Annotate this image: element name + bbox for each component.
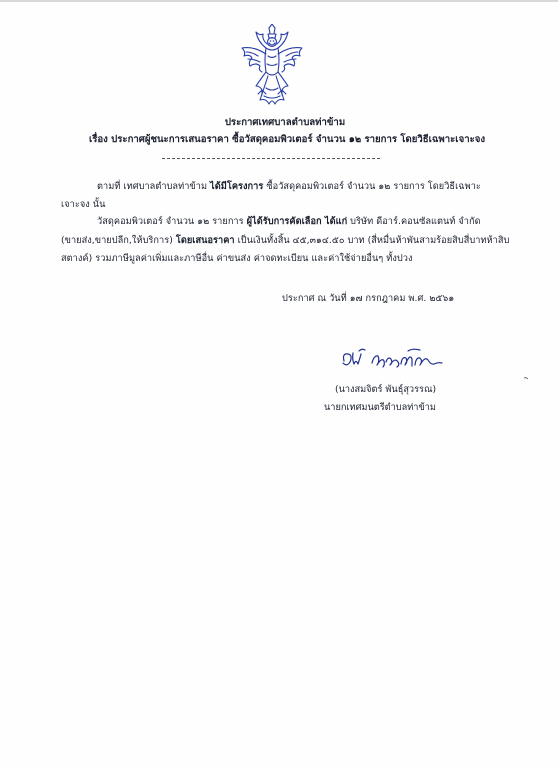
paragraph-1-line-1 (97, 179, 481, 194)
garuda-emblem-icon (236, 24, 308, 108)
paragraph-2-text: (ขายส่ง,ขายปลีก,ให้บริการ) (61, 235, 173, 246)
paragraph-2-emphasis: ผู้ได้รับการคัดเลือก ได้แก่ (246, 216, 348, 227)
winner-company: บริษัท ดีอาร์.คอนซัลแตนท์ จำกัด (350, 216, 481, 227)
announcement-date: ๑๗ กรกฎาคม พ.ศ. ๒๕๖๑ (349, 293, 455, 304)
document-subject: เรื่อง ประกาศผู้ชนะการเสนอราคา ซื้อวัสดุคอมพิวเตอร์ จำนวน ๑๒ รายการ โดยวิธีเฉพาะเจาะจง (88, 134, 486, 145)
paragraph-2-line-3: สตางค์) รวมภาษีมูลค่าเพิ่มและภาษีอื่น ค่าขนส่ง ค่าจดทะเบียน และค่าใช้จ่ายอื่นๆ ทั้งปวง (61, 253, 413, 264)
paragraph-2-text: วัสดุคอมพิวเตอร์ จำนวน ๑๒ รายการ (97, 216, 244, 227)
paragraph-1-line-2: เจาะจง นั้น (61, 199, 106, 210)
paragraph-1-text: ซื้อวัสดุคอมพิวเตอร์ จำนวน ๑๒ รายการ โดยวิธีเฉพาะ (266, 181, 481, 192)
signer-position: นายกเทศมนตรีตำบลท่าข้าม (324, 402, 436, 413)
paragraph-2-line-1 (97, 214, 481, 229)
announcement-date-line (282, 291, 454, 306)
paragraph-2-line-2 (61, 233, 509, 248)
page-top-edge (0, 0, 558, 2)
document-title: ประกาศเทศบาลตำบลท่าข้าม (224, 117, 346, 128)
announcement-label: ประกาศ ณ วันที่ (282, 293, 347, 304)
scan-mark (524, 377, 528, 380)
signer-name: (นางสมจิตร์ พันธุ์สุวรรณ) (335, 384, 437, 395)
paragraph-2-emphasis: โดยเสนอราคา (175, 235, 235, 246)
paragraph-1-text: ตามที่ เทศบาลตำบลท่าข้าม (97, 181, 208, 192)
handwritten-signature (338, 345, 450, 373)
paragraph-2-amount: เป็นเงินทั้งสิ้น ๔๕,๓๑๔.๕๐ บาท (สี่หมื่นห้าพันสามร้อยสิบสี่บาทห้าสิบ (237, 235, 510, 246)
divider-line (162, 158, 380, 159)
paragraph-1-emphasis: ได้มีโครงการ (210, 181, 264, 192)
